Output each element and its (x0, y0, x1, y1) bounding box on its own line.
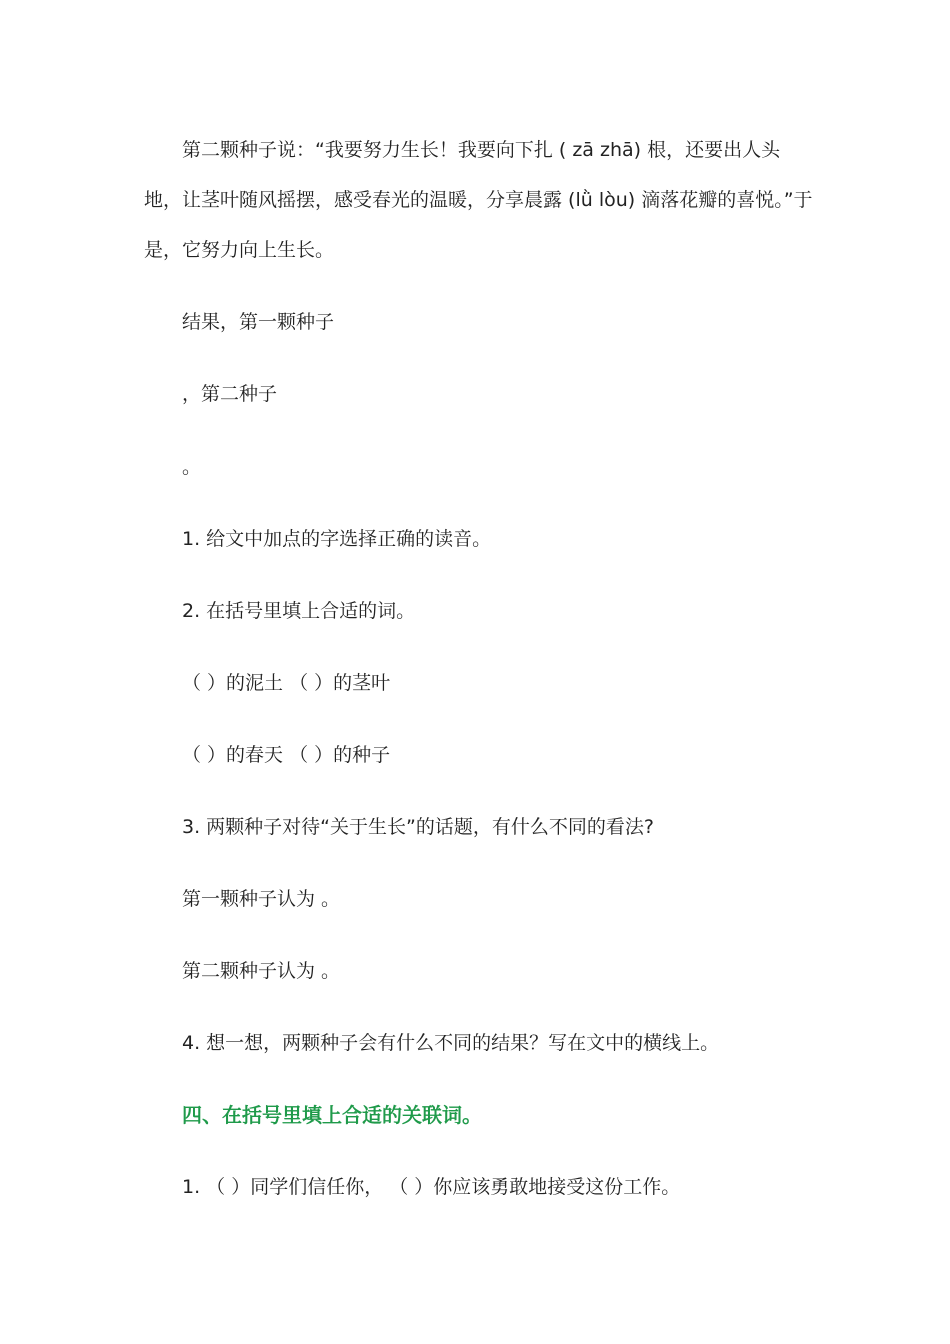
section-4-heading: 四、在括号里填上合适的关联词。 (182, 1103, 482, 1127)
question-3: 3. 两颗种子对待“关于生长”的话题，有什么不同的看法? (182, 816, 654, 838)
question-2-row-2: （ ）的春天 （ ）的种子 (182, 744, 391, 766)
result-line-2: ，第二种子 (182, 383, 278, 405)
question-4: 4. 想一想，两颗种子会有什么不同的结果？写在文中的横线上。 (182, 1032, 720, 1054)
result-line-3: 。 (182, 456, 202, 478)
question-3-answer-1: 第一颗种子认为 。 (182, 888, 341, 910)
question-2: 2. 在括号里填上合适的词。 (182, 600, 416, 622)
question-2-row-1: （ ）的泥土 （ ）的茎叶 (182, 672, 391, 694)
result-line-1: 结果，第一颗种子 (182, 311, 335, 333)
question-1: 1. 给文中加点的字选择正确的读音。 (182, 528, 492, 550)
passage-paragraph: 第二颗种子说：“我要努力生长！我要向下扎 ( zā zhā) 根，还要出人头地，让茎叶随风摇摆，感受春光的温暖，分享晨露 (lǜ lòu) 滴落花瓣的喜悦。”于是，它努力向上生长。 (144, 139, 813, 261)
section-4-item-1: 1. （ ）同学们信任你， （ ）你应该勇敢地接受这份工作。 (182, 1176, 681, 1198)
question-3-answer-2: 第二颗种子认为 。 (182, 960, 341, 982)
